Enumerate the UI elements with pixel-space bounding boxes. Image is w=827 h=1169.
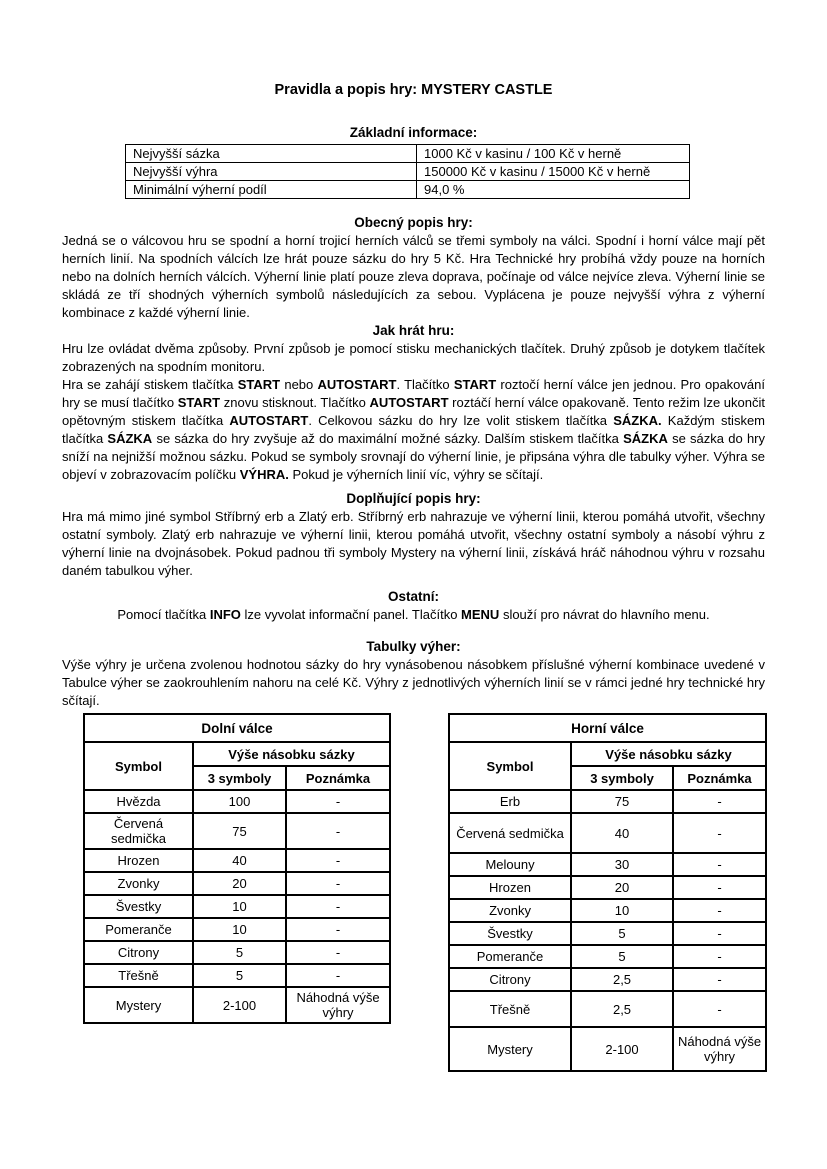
- win-tables-container: [83, 713, 765, 1072]
- how-to-play-paragraph-2: Hra se zahájí stiskem tlačítka START nebo AUTOSTART. Tlačítko START roztočí herní válce jen jednou. Pro opakování hry se musí tlačítko START znovu stisknout. Tlačítko AUTOSTART roztáčí herní válce opakovaně. Tento režim lze ukončit opětovným stiskem tlačítka AUTOSTART. Celkovou sázku do hry lze volit stiskem tlačítka SÁZKA. Každým stiskem tlačítka SÁZKA se sázka do hry zvyšuje až do maximální možné sázky. Dalším stiskem tlačítka SÁZKA se sázka do hry sníží na nejnižší možnou sázku. Pokud se symboly srovnají do výherní linie, je připsána výhra dle tabulky výher. Výhra se objeví v zobrazovacím políčku VÝHRA. Pokud je výherních linií víc, výhry se sčítají.: [62, 377, 766, 482]
- column-header-note: Poznámka: [286, 766, 390, 790]
- upper-reels-table: [448, 713, 767, 1072]
- note-cell: -: [286, 895, 390, 918]
- symbol-cell: Zvonky: [84, 872, 193, 895]
- table-row: [84, 849, 390, 872]
- note-cell: -: [673, 790, 766, 813]
- table-row: [126, 145, 690, 163]
- other-line: Pomocí tlačítka INFO lze vyvolat informační panel. Tlačítko MENU slouží pro návrat do hlavního menu.: [117, 607, 710, 622]
- value-cell: 30: [571, 853, 673, 876]
- symbol-cell: Mystery: [449, 1027, 571, 1071]
- table-header-row: [449, 742, 766, 766]
- table-row: [84, 813, 390, 849]
- value-cell: 5: [193, 941, 286, 964]
- value-cell: 10: [193, 918, 286, 941]
- table-row: [449, 991, 766, 1027]
- note-cell: Náhodná výše výhry: [673, 1027, 766, 1071]
- note-cell: -: [673, 968, 766, 991]
- table-row: [84, 941, 390, 964]
- note-cell: Náhodná výše výhry: [286, 987, 390, 1023]
- basic-info-table-body: [126, 145, 690, 199]
- table-row: [449, 922, 766, 945]
- page-title: Pravidla a popis hry: MYSTERY CASTLE: [274, 82, 553, 98]
- column-header-group: Výše násobku sázky: [571, 742, 766, 766]
- note-cell: -: [286, 941, 390, 964]
- value-cell: 5: [571, 922, 673, 945]
- symbol-cell: Erb: [449, 790, 571, 813]
- table-row: [449, 968, 766, 991]
- info-label-cell: Nejvyšší výhra: [126, 163, 417, 181]
- table-title: Horní válce: [449, 714, 766, 742]
- value-cell: 10: [193, 895, 286, 918]
- upper-reels-table-head: [449, 714, 766, 790]
- symbol-cell: Hvězda: [84, 790, 193, 813]
- symbol-cell: Červená sedmička: [449, 813, 571, 853]
- symbol-cell: Švestky: [449, 922, 571, 945]
- symbol-cell: Červená sedmička: [84, 813, 193, 849]
- table-row: [84, 790, 390, 813]
- column-header-symbol: Symbol: [449, 742, 571, 790]
- info-value-cell: 94,0 %: [417, 181, 690, 199]
- note-cell: -: [673, 991, 766, 1027]
- section-heading-basic-info: Základní informace:: [349, 125, 478, 140]
- note-cell: -: [286, 964, 390, 987]
- table-row: [126, 181, 690, 199]
- section-heading-other: Ostatní:: [387, 589, 439, 604]
- note-cell: -: [673, 853, 766, 876]
- table-header-row: [84, 742, 390, 766]
- note-cell: -: [673, 813, 766, 853]
- value-cell: 2-100: [193, 987, 286, 1023]
- value-cell: 2,5: [571, 968, 673, 991]
- note-cell: -: [673, 876, 766, 899]
- value-cell: 20: [193, 872, 286, 895]
- column-header-note: Poznámka: [673, 766, 766, 790]
- value-cell: 40: [193, 849, 286, 872]
- value-cell: 75: [193, 813, 286, 849]
- symbol-cell: Pomeranče: [84, 918, 193, 941]
- value-cell: 2,5: [571, 991, 673, 1027]
- info-label-cell: Nejvyšší sázka: [126, 145, 417, 163]
- info-value-cell: 150000 Kč v kasinu / 15000 Kč v herně: [417, 163, 690, 181]
- symbol-cell: Pomeranče: [449, 945, 571, 968]
- symbol-cell: Zvonky: [449, 899, 571, 922]
- value-cell: 5: [571, 945, 673, 968]
- symbol-cell: Třešně: [449, 991, 571, 1027]
- table-row: [84, 987, 390, 1023]
- info-label-cell: Minimální výherní podíl: [126, 181, 417, 199]
- info-value-cell: 1000 Kč v kasinu / 100 Kč v herně: [417, 145, 690, 163]
- column-header-group: Výše násobku sázky: [193, 742, 390, 766]
- general-paragraph: Jedná se o válcovou hru se spodní a horní trojicí herních válců se třemi symboly na válci. Spodní i horní válce mají pět herních linií. Na spodních válcích lze hrát pouze sázku do hry 5 Kč. Hra Technické hry probíhá vždy pouze na horních nebo na dolních herních válcích. Výherní linie platí pouze zleva doprava, počínaje od válce nejvíce zleva. Výherní linie se skládá ze tří shodných výherních symbolů následujících za sebou. Vyplácena je pouze nejvyšší výhra z výherní kombinace z každé výherní linie.: [62, 233, 765, 320]
- column-header-symbol: Symbol: [84, 742, 193, 790]
- table-title: Dolní válce: [84, 714, 390, 742]
- section-heading-general: Obecný popis hry:: [354, 215, 473, 230]
- table-row: [84, 964, 390, 987]
- value-cell: 2-100: [571, 1027, 673, 1071]
- lower-reels-table-head: [84, 714, 390, 790]
- note-cell: -: [673, 899, 766, 922]
- symbol-cell: Třešně: [84, 964, 193, 987]
- value-cell: 100: [193, 790, 286, 813]
- how-to-play-paragraph-1: Hru lze ovládat dvěma způsoby. První způsob je pomocí stisku mechanických tlačítek. Druhý způsob je dotykem tlačítek zobrazených na spodním monitoru.: [62, 341, 765, 374]
- note-cell: -: [286, 790, 390, 813]
- section-heading-how-to-play: Jak hrát hru:: [372, 323, 455, 338]
- value-cell: 10: [571, 899, 673, 922]
- table-row: [126, 163, 690, 181]
- symbol-cell: Hrozen: [449, 876, 571, 899]
- value-cell: 20: [571, 876, 673, 899]
- table-row: [449, 876, 766, 899]
- upper-reels-table-body: [449, 790, 766, 1071]
- column-header-3-symbols: 3 symboly: [193, 766, 286, 790]
- table-row: [449, 945, 766, 968]
- table-row: [84, 918, 390, 941]
- symbol-cell: Mystery: [84, 987, 193, 1023]
- table-row: [449, 899, 766, 922]
- lower-reels-table: [83, 713, 391, 1024]
- table-row: [84, 872, 390, 895]
- lower-reels-table-body: [84, 790, 390, 1023]
- table-title-row: [84, 714, 390, 742]
- value-cell: 75: [571, 790, 673, 813]
- note-cell: -: [673, 922, 766, 945]
- symbol-cell: Hrozen: [84, 849, 193, 872]
- value-cell: 40: [571, 813, 673, 853]
- table-row: [449, 853, 766, 876]
- note-cell: -: [286, 872, 390, 895]
- additional-paragraph: Hra má mimo jiné symbol Stříbrný erb a Zlatý erb. Stříbrný erb nahrazuje ve výherní linii, kterou pomáhá utvořit, všechny ostatní symboly. Zlatý erb nahrazuje ve výherní linii, kterou pomáhá utvořit, všechny ostatní symboly a násobí výhru z výherní linie na dvojnásobek. Pokud padnou tři symboly Mystery na výherní linii, získává hráč náhodnou výhru v rozsahu daném tabulkou výher.: [62, 509, 765, 578]
- symbol-cell: Melouny: [449, 853, 571, 876]
- symbol-cell: Citrony: [84, 941, 193, 964]
- note-cell: -: [286, 849, 390, 872]
- table-row: [449, 1027, 766, 1071]
- note-cell: -: [286, 918, 390, 941]
- symbol-cell: Citrony: [449, 968, 571, 991]
- table-row: [84, 895, 390, 918]
- note-cell: -: [673, 945, 766, 968]
- value-cell: 5: [193, 964, 286, 987]
- table-row: [449, 790, 766, 813]
- column-header-3-symbols: 3 symboly: [571, 766, 673, 790]
- symbol-cell: Švestky: [84, 895, 193, 918]
- section-heading-win-tables: Tabulky výher:: [366, 639, 461, 654]
- basic-info-table: [125, 144, 690, 199]
- win-tables-paragraph: Výše výhry je určena zvolenou hodnotou sázky do hry vynásobenou násobkem příslušné výherní kombinace uvedené v Tabulce výher se zaokrouhlením nahoru na celé Kč. Výhry z jednotlivých výherních linií se v rámci jedné hry technické hry sčítají.: [62, 657, 765, 708]
- table-row: [449, 813, 766, 853]
- section-heading-additional: Doplňující popis hry:: [346, 491, 481, 506]
- table-title-row: [449, 714, 766, 742]
- note-cell: -: [286, 813, 390, 849]
